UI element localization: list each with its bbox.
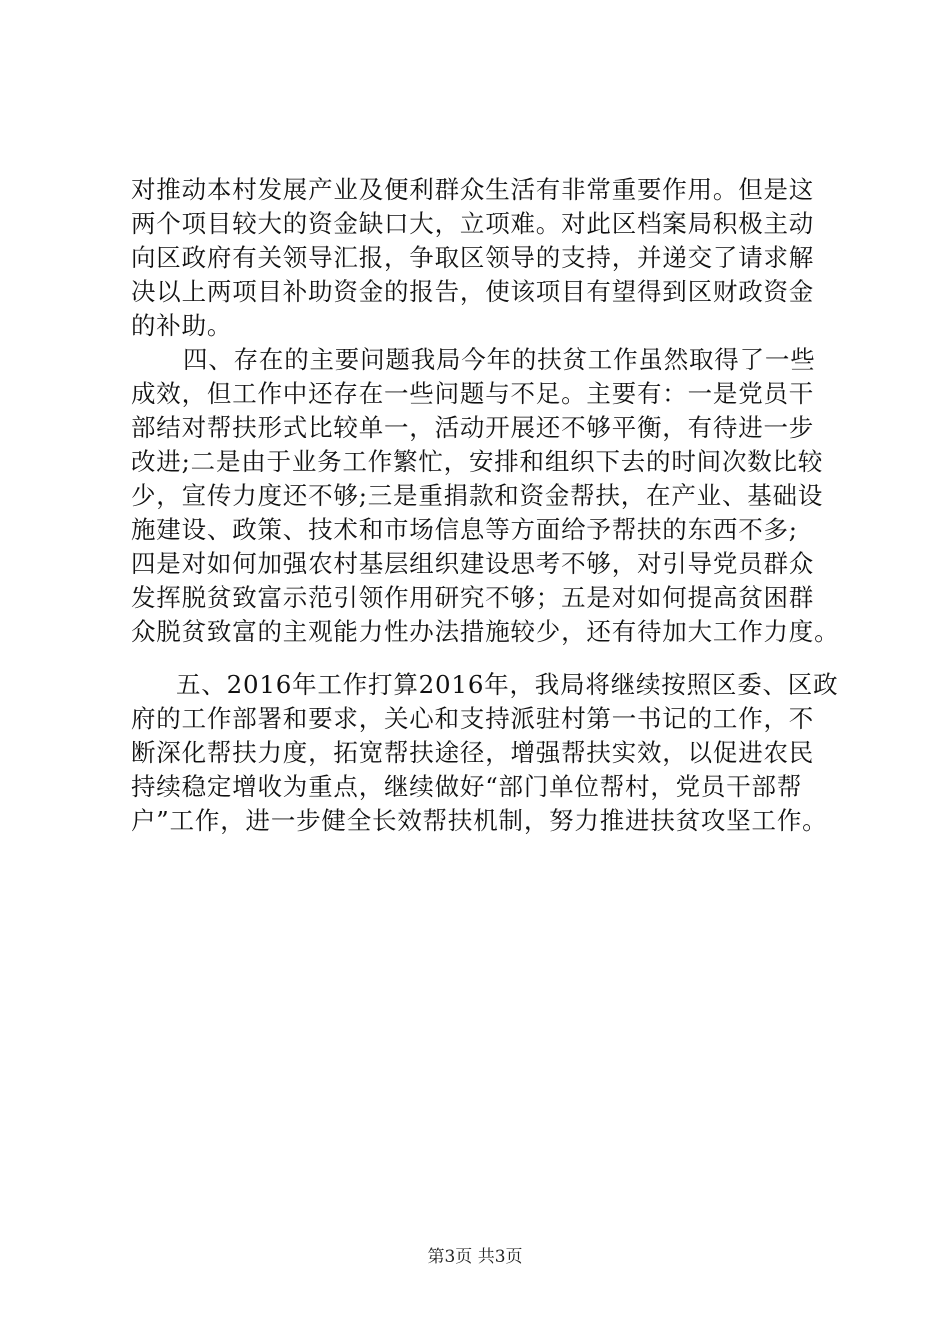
body-text-line: 改进;二是由于业务工作繁忙，安排和组织下去的时间次数比较: [131, 447, 824, 476]
body-text-line: 成效，但工作中还存在一些问题与不足。主要有：一是党员干: [131, 379, 815, 408]
section-four-heading-line: 四、存在的主要问题我局今年的扶贫工作虽然取得了一些: [183, 345, 816, 374]
body-text-line: 断深化帮扶力度，拓宽帮扶途径，增强帮扶实效，以促进农民: [131, 738, 815, 767]
body-text-line: 决以上两项目补助资金的报告，使该项目有望得到区财政资金: [131, 277, 815, 306]
body-text-line: 持续稳定增收为重点，继续做好“部门单位帮村，党员干部帮: [131, 772, 803, 801]
body-text-line: 众脱贫致富的主观能力性办法措施较少，还有待加大工作力度。: [131, 617, 840, 646]
body-text-line: 户”工作，进一步健全长效帮扶机制，努力推进扶贫攻坚工作。: [131, 806, 828, 835]
body-text-line: 少，宣传力度还不够;三是重捐款和资金帮扶，在产业、基础设: [131, 481, 824, 510]
section-five-heading-line: 五、2016年工作打算2016年，我局将继续按照区委、区政: [176, 670, 839, 699]
body-text-line: 向区政府有关领导汇报，争取区领导的支持，并递交了请求解: [131, 243, 815, 272]
body-text-line: 对推动本村发展产业及便利群众生活有非常重要作用。但是这: [131, 175, 815, 204]
body-text-line: 部结对帮扶形式比较单一，活动开展还不够平衡，有待进一步: [131, 413, 815, 442]
body-text-line: 施建设、政策、技术和市场信息等方面给予帮扶的东西不多;: [131, 515, 798, 544]
body-text-line: 的补助。: [131, 311, 233, 340]
page-number-footer: 第3页 共3页: [427, 1247, 523, 1267]
body-text-line: 发挥脱贫致富示范引领作用研究不够；五是对如何提高贫困群: [131, 583, 815, 612]
body-text-line: 四是对如何加强农村基层组织建设思考不够，对引导党员群众: [131, 549, 815, 578]
body-text-line: 府的工作部署和要求，关心和支持派驻村第一书记的工作，不: [131, 704, 815, 733]
body-text-line: 两个项目较大的资金缺口大，立项难。对此区档案局积极主动: [131, 209, 815, 238]
